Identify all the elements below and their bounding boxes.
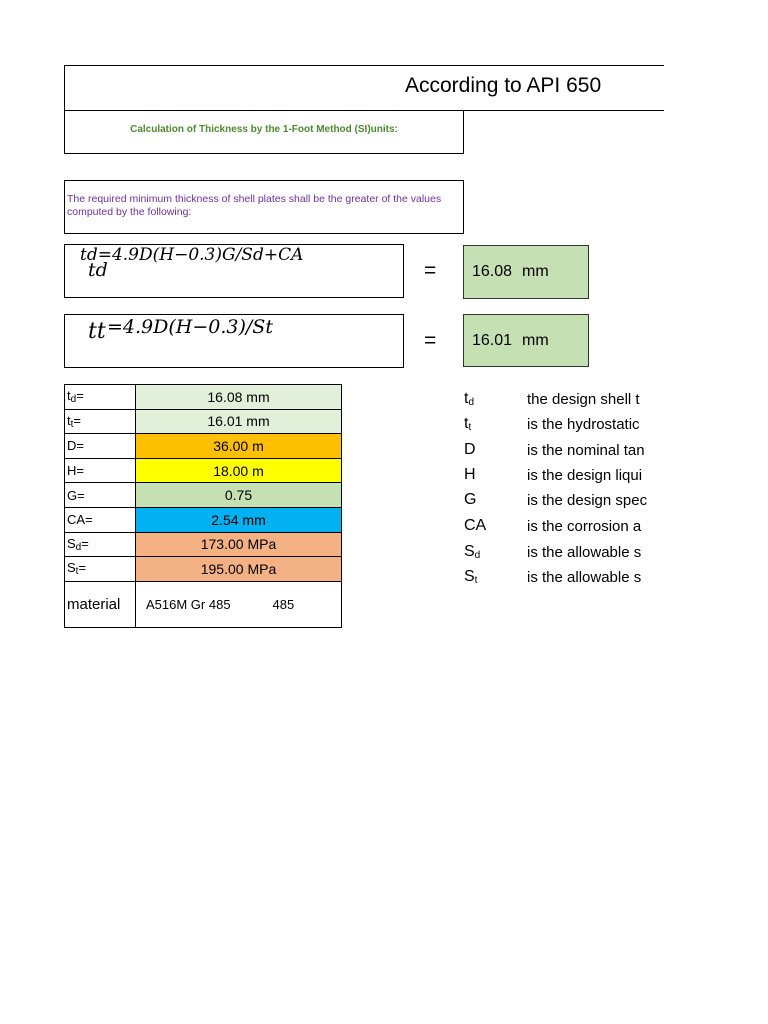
table-row xyxy=(65,532,342,557)
param-value-cell[interactable] xyxy=(136,458,342,483)
param-label: D= xyxy=(65,434,136,459)
material-stress-value: 485 xyxy=(272,596,295,612)
definition-text: is the allowable s xyxy=(527,569,642,586)
equals-sign: = xyxy=(424,259,437,282)
material-cell[interactable] xyxy=(136,581,342,627)
definition-text: is the allowable s xyxy=(527,544,642,561)
formula-hydrostatic-thickness-symbol: tt xyxy=(88,319,106,344)
param-value: 36.00 xyxy=(213,437,249,454)
param-unit: m xyxy=(252,437,264,454)
requirement-text: The required minimum thickness of shell plates shall be the greater of the values computed by the following: xyxy=(67,193,442,218)
formula-design-thickness-symbol: td xyxy=(88,259,108,281)
table-row xyxy=(65,557,342,582)
definition-symbol: CA xyxy=(464,517,487,534)
param-value: 195.00 xyxy=(200,560,244,577)
definition-symbol: $S_t$ xyxy=(464,568,478,586)
param-value-cell[interactable] xyxy=(136,385,342,410)
param-label: H= xyxy=(65,458,136,483)
result-value: 16.08 xyxy=(472,263,513,280)
param-label: $S_t=$ xyxy=(65,557,136,582)
param-value: 18.00 xyxy=(213,462,249,479)
param-unit: mm xyxy=(246,413,270,430)
table-row xyxy=(65,385,342,410)
result-unit: mm xyxy=(522,331,549,349)
param-value-cell[interactable] xyxy=(136,532,342,557)
definition-text: is the corrosion a xyxy=(527,518,642,535)
param-value-cell[interactable] xyxy=(136,434,342,459)
definition-text: is the design spec xyxy=(527,492,648,509)
param-value: 173.00 xyxy=(200,536,244,553)
param-label: $S_d=$ xyxy=(65,532,136,557)
definition-text: is the design liqui xyxy=(527,467,643,484)
table-row xyxy=(65,483,342,508)
param-unit: m xyxy=(252,462,264,479)
definition-text: is the hydrostatic xyxy=(527,416,640,433)
param-label: G= xyxy=(65,483,136,508)
material-grade: A516M Gr 485 xyxy=(146,596,231,612)
definition-symbol: H xyxy=(464,466,476,483)
param-value-cell[interactable] xyxy=(136,557,342,582)
page-title: According to API 650 xyxy=(405,74,602,97)
param-label: $t_t=$ xyxy=(65,409,136,434)
equals-sign: = xyxy=(424,329,437,352)
param-unit: MPa xyxy=(247,536,277,553)
param-value-cell[interactable] xyxy=(136,507,342,532)
param-label: $t_d=$ xyxy=(65,385,136,410)
formula-design-thickness: td=4.9D(H−0.3)G/Sd+CA xyxy=(80,245,304,265)
formula-hydrostatic-thickness: =4.9D(H−0.3)/St xyxy=(107,316,273,338)
definition-symbol: $t_t$ xyxy=(464,415,472,433)
param-unit: MPa xyxy=(247,560,277,577)
table-row xyxy=(65,458,342,483)
param-value: 0.75 xyxy=(224,487,253,504)
definition-symbol: $S_d$ xyxy=(464,543,481,561)
method-subtitle: Calculation of Thickness by the 1-Foot Method (SI)units: xyxy=(130,124,398,135)
param-value: 2.54 xyxy=(211,511,239,528)
material-row xyxy=(65,581,342,627)
param-unit: mm xyxy=(242,511,266,528)
table-row xyxy=(65,507,342,532)
param-label: CA= xyxy=(65,507,136,532)
result-hydrostatic-thickness[interactable] xyxy=(463,314,589,367)
definition-symbol: D xyxy=(464,441,476,458)
param-value-cell[interactable] xyxy=(136,409,342,434)
param-unit: mm xyxy=(246,388,270,405)
result-design-thickness[interactable] xyxy=(463,245,589,299)
table-row xyxy=(65,434,342,459)
parameter-table xyxy=(64,384,342,628)
param-value-cell[interactable] xyxy=(136,483,342,508)
material-label: material xyxy=(65,581,136,627)
table-row xyxy=(65,409,342,434)
definition-symbol: G xyxy=(464,491,477,508)
result-value: 16.01 xyxy=(472,331,513,349)
param-value: 16.01 xyxy=(207,413,243,430)
param-value: 16.08 xyxy=(207,388,243,405)
result-unit: mm xyxy=(522,263,549,280)
definition-text: the design shell t xyxy=(527,391,640,408)
definition-symbol: $t_d$ xyxy=(464,390,475,408)
definition-text: is the nominal tan xyxy=(527,442,645,459)
